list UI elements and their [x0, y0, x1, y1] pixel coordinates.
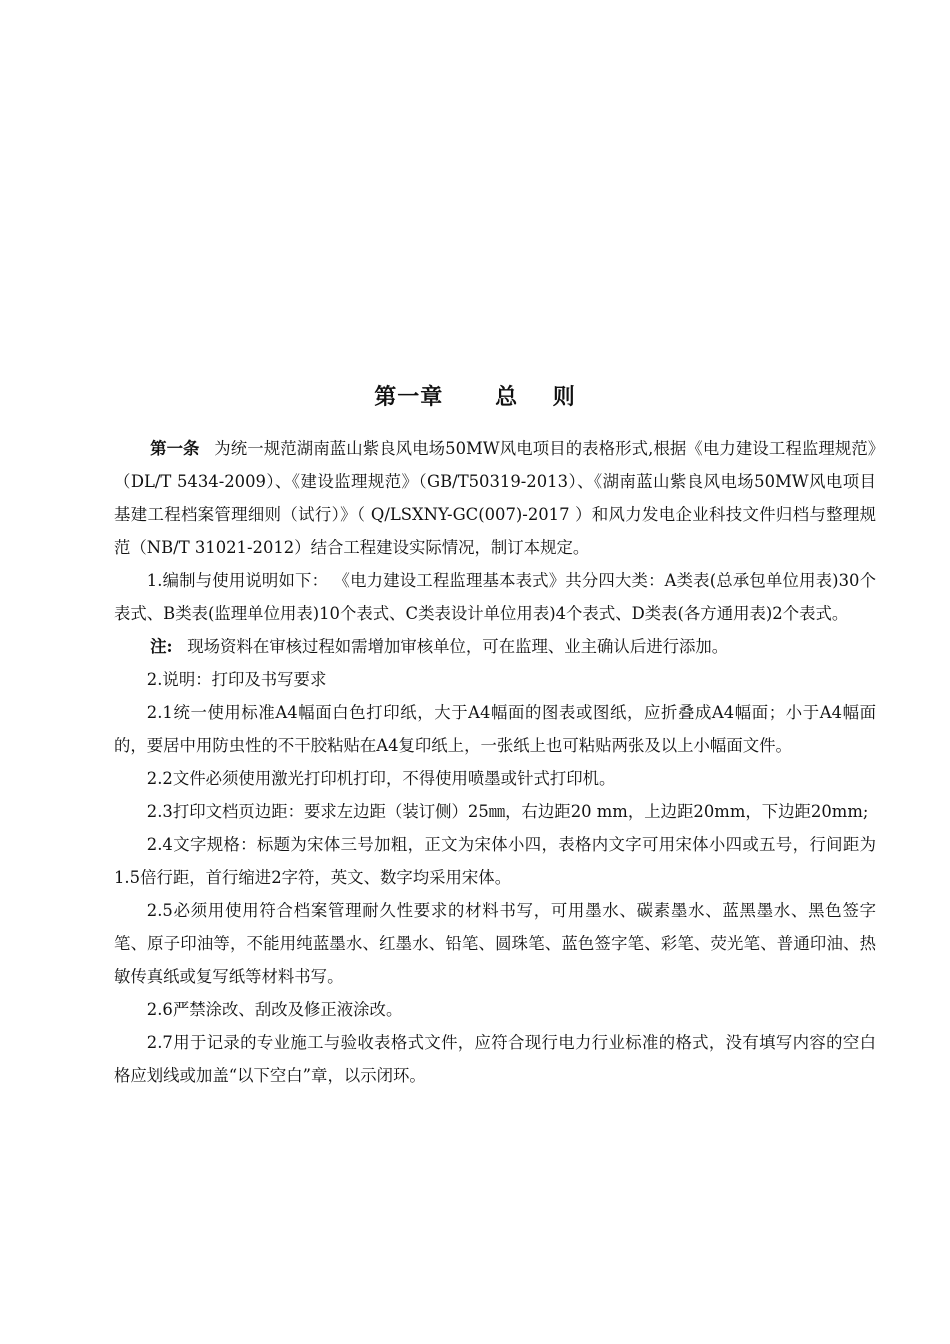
paragraph-text: 2.3打印文档页边距：要求左边距（装订侧）25㎜，右边距20 mm，上边距20mm，下边距20mm; — [146, 802, 869, 821]
paragraph-2-2 — [114, 762, 876, 795]
paragraph-text: 2.2文件必须使用激光打印机打印，不得使用喷墨或针式打印机。 — [146, 769, 616, 788]
body-text — [114, 432, 876, 1092]
paragraph-text: 2.说明：打印及书写要求 — [146, 670, 327, 689]
article-label: 第一条 — [150, 439, 200, 458]
paragraph-note — [114, 630, 876, 663]
note-label: 注: — [150, 637, 173, 656]
paragraph-2-4 — [114, 828, 876, 894]
paragraph-2-7 — [114, 1026, 876, 1092]
paragraph-2-5 — [114, 894, 876, 993]
paragraph-article-1 — [114, 432, 876, 564]
paragraph-text: 2.5必须用使用符合档案管理耐久性要求的材料书写，可用墨水、碳素墨水、蓝黑墨水、黑色签字笔、原子印油等，不能用纯蓝墨水、红墨水、铅笔、圆珠笔、蓝色签字笔、彩笔、荧光笔、普通印油、热敏传真纸或复写纸等材料书写。 — [114, 901, 876, 986]
paragraph-usage-notes — [114, 564, 876, 630]
paragraph-text: 现场资料在审核过程如需增加审核单位，可在监理、业主确认后进行添加。 — [187, 637, 729, 656]
paragraph-text: 2.7用于记录的专业施工与验收表格式文件，应符合现行电力行业标准的格式，没有填写内容的空白格应划线或加盖“以下空白”章，以示闭环。 — [114, 1033, 876, 1085]
paragraph-text: 为统一规范湖南蓝山紫良风电场50MW风电项目的表格形式,根据《电力建设工程监理规范》（DL/T 5434-2009）、《建设监理规范》（GB/T50319-2013）、《湖南蓝山紫良风电场50MW风电项目基建工程档案管理细则（试行）》（ Q/LSXNY-GC(007)-2017 ）和风力发电企业科技文件归档与整理规范（NB/T 31021-2012）结合工程建设实际情况，制订本规定。 — [114, 439, 876, 557]
paragraph-print-requirements-heading — [114, 663, 876, 696]
paragraph-text: 2.4文字规格：标题为宋体三号加粗，正文为宋体小四，表格内文字可用宋体小四或五号，行间距为1.5倍行距，首行缩进2字符，英文、数字均采用宋体。 — [114, 835, 876, 887]
paragraph-text: 1.编制与使用说明如下： 《电力建设工程监理基本表式》共分四大类：A类表(总承包单位用表)30个表式、B类表(监理单位用表)10个表式、C类表设计单位用表)4个表式、D类表(各方通用表)2个表式。 — [114, 571, 876, 623]
paragraph-text: 2.6严禁涂改、刮改及修正液涂改。 — [146, 1000, 403, 1019]
chapter-title: 第一章 总 则 — [374, 384, 576, 410]
paragraph-2-6 — [114, 993, 876, 1026]
paragraph-2-1 — [114, 696, 876, 762]
paragraph-text: 2.1统一使用标准A4幅面白色打印纸，大于A4幅面的图表或图纸，应折叠成A4幅面；小于A4幅面的，要居中用防虫性的不干胶粘贴在A4复印纸上，一张纸上也可粘贴两张及以上小幅面文件。 — [114, 703, 876, 755]
paragraph-2-3 — [114, 795, 876, 828]
